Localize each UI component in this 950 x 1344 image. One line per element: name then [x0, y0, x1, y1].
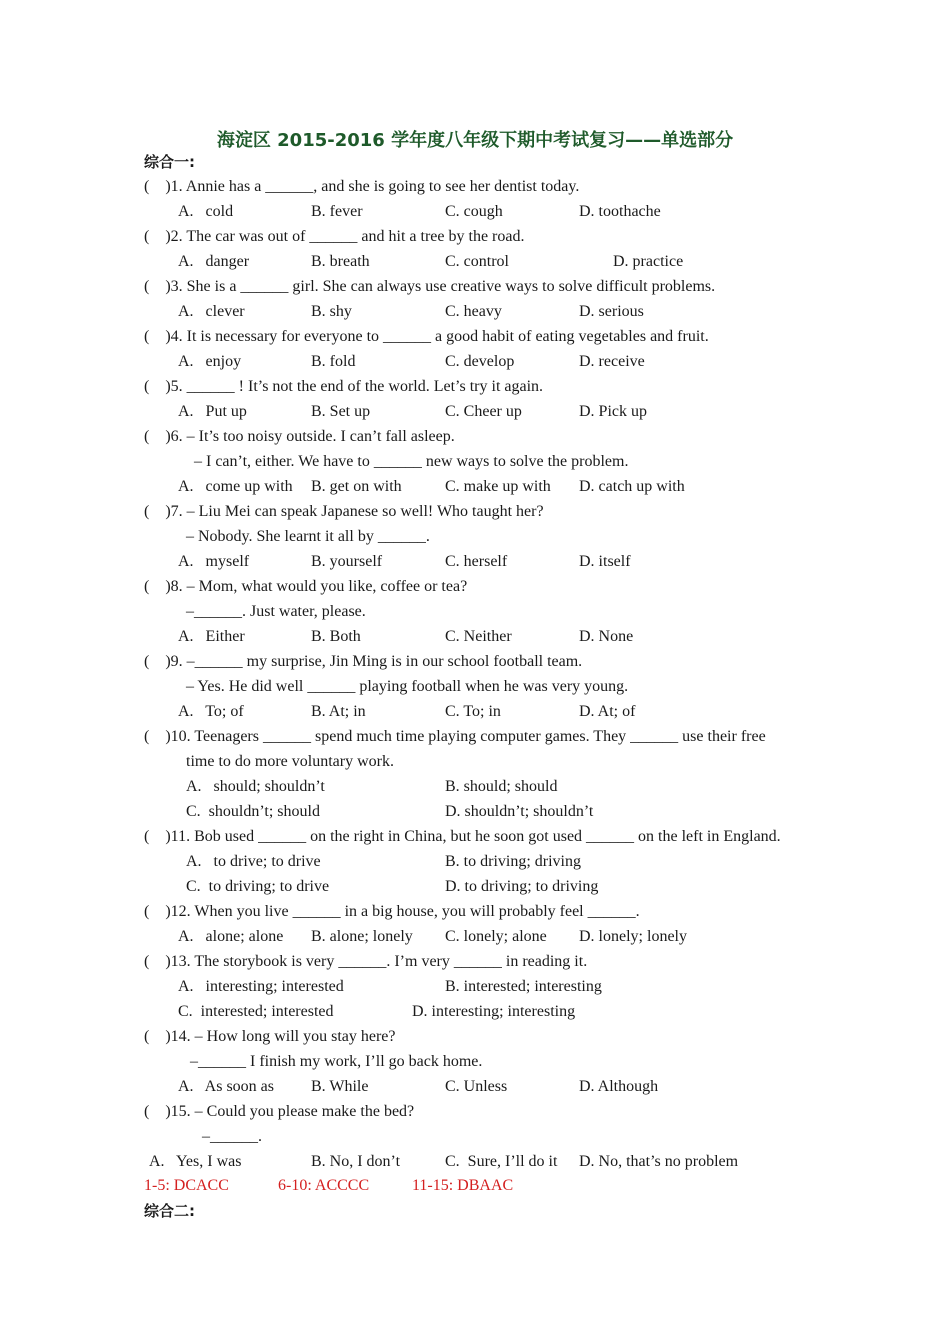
option-d: D. to driving; to driving: [445, 878, 599, 895]
option-b: B. fever: [311, 203, 363, 220]
option-a: A. To; of: [178, 703, 244, 720]
answer-key-6-10: 6-10: ACCCC: [278, 1177, 370, 1194]
option-a: A. cold: [178, 203, 234, 220]
option-a: A. should; shouldn’t: [186, 778, 325, 795]
option-b: B. yourself: [311, 553, 383, 570]
answer-key-11-15: 11-15: DBAAC: [412, 1177, 514, 1194]
option-c: C. heavy: [445, 303, 502, 320]
option-c: C. Cheer up: [445, 403, 522, 420]
option-c: C. Sure, I’ll do it: [445, 1153, 558, 1170]
option-b: B. Both: [311, 628, 361, 645]
option-b: B. should; should: [445, 778, 558, 795]
question-stem: ( )8. – Mom, what would you like, coffee or tea?: [144, 578, 468, 595]
option-c: C. shouldn’t; should: [186, 803, 320, 820]
option-d: D. shouldn’t; shouldn’t: [445, 803, 594, 820]
section-heading-1: 综合一:: [144, 153, 195, 171]
question-reply: – I can’t, either. We have to ______ new ways to solve the problem.: [194, 453, 629, 470]
question-stem: ( )1. Annie has a ______, and she is going to see her dentist today.: [144, 178, 580, 195]
option-d: D. itself: [579, 553, 631, 570]
option-b: B. While: [311, 1078, 369, 1095]
question-stem: ( )2. The car was out of ______ and hit a tree by the road.: [144, 228, 525, 245]
option-a: A. enjoy: [178, 353, 242, 370]
question-reply: –______ I finish my work, I’ll go back home.: [190, 1053, 483, 1070]
option-c: C. lonely; alone: [445, 928, 547, 945]
option-c: C. to driving; to drive: [186, 878, 330, 895]
option-b: B. breath: [311, 253, 370, 270]
option-d: D. lonely; lonely: [579, 928, 687, 945]
option-d: D. At; of: [579, 703, 636, 720]
question-reply: –______. Just water, please.: [186, 603, 366, 620]
option-d: D. None: [579, 628, 634, 645]
option-a: A. Put up: [178, 403, 247, 420]
option-a: A. come up with: [178, 478, 293, 495]
option-c: C. To; in: [445, 703, 501, 720]
question-stem: ( )7. – Liu Mei can speak Japanese so well! Who taught her?: [144, 503, 544, 520]
option-a: A. danger: [178, 253, 250, 270]
option-c: C. Neither: [445, 628, 512, 645]
option-b: B. At; in: [311, 703, 366, 720]
option-a: A. clever: [178, 303, 245, 320]
option-b: B. get on with: [311, 478, 402, 495]
option-c: C. control: [445, 253, 509, 270]
option-b: B. fold: [311, 353, 356, 370]
question-reply: – Yes. He did well ______ playing football when he was very young.: [186, 678, 629, 695]
option-c: C. make up with: [445, 478, 551, 495]
question-reply: – Nobody. She learnt it all by ______.: [186, 528, 430, 545]
question-stem: ( )11. Bob used ______ on the right in China, but he soon got used ______ on the left in England.: [144, 828, 781, 845]
option-a: A. interesting; interested: [178, 978, 344, 995]
option-b: B. Set up: [311, 403, 371, 420]
page-title: 海淀区 2015-2016 学年度八年级下期中考试复习——单选部分: [216, 130, 734, 151]
option-c: C. Unless: [445, 1078, 508, 1095]
option-b: B. No, I don’t: [311, 1153, 401, 1170]
option-d: D. No, that’s no problem: [579, 1153, 739, 1170]
option-c: C. develop: [445, 353, 515, 370]
option-b: B. interested; interesting: [445, 978, 602, 995]
option-a: A. alone; alone: [178, 928, 284, 945]
question-stem: ( )4. It is necessary for everyone to ______ a good habit of eating vegetables and fruit.: [144, 328, 709, 345]
option-a: A. Either: [178, 628, 245, 645]
option-b: B. shy: [311, 303, 352, 320]
option-a: A. As soon as: [178, 1078, 275, 1095]
option-d: D. serious: [579, 303, 644, 320]
question-stem: ( )6. – It’s too noisy outside. I can’t fall asleep.: [144, 428, 455, 445]
question-stem: ( )15. – Could you please make the bed?: [144, 1103, 415, 1120]
question-stem: ( )13. The storybook is very ______. I’m very ______ in reading it.: [144, 953, 588, 970]
option-a: A. to drive; to drive: [186, 853, 321, 870]
question-stem: ( )10. Teenagers ______ spend much time playing computer games. They ______ use their free: [144, 728, 766, 745]
option-d: D. Although: [579, 1078, 659, 1095]
option-d: D. practice: [613, 253, 684, 270]
question-reply: –______.: [202, 1128, 262, 1145]
option-d: D. receive: [579, 353, 645, 370]
option-d: D. interesting; interesting: [412, 1003, 576, 1020]
question-stem: ( )12. When you live ______ in a big house, you will probably feel ______.: [144, 903, 640, 920]
question-stem: ( )3. She is a ______ girl. She can always use creative ways to solve difficult problems.: [144, 278, 716, 295]
option-d: D. Pick up: [579, 403, 647, 420]
option-c: C. interested; interested: [178, 1003, 334, 1020]
option-b: B. alone; lonely: [311, 928, 413, 945]
answer-key-1-5: 1-5: DCACC: [144, 1177, 229, 1194]
option-b: B. to driving; driving: [445, 853, 581, 870]
option-a: A. myself: [178, 553, 250, 570]
section-heading-2: 综合二:: [144, 1202, 195, 1220]
option-a: A. Yes, I was: [149, 1153, 242, 1170]
option-c: C. cough: [445, 203, 503, 220]
question-stem: ( )14. – How long will you stay here?: [144, 1028, 396, 1045]
question-continuation: time to do more voluntary work.: [186, 753, 394, 770]
option-d: D. catch up with: [579, 478, 685, 495]
question-stem: ( )5. ______ ! It’s not the end of the world. Let’s try it again.: [144, 378, 544, 395]
question-stem: ( )9. –______ my surprise, Jin Ming is in our school football team.: [144, 653, 583, 670]
option-d: D. toothache: [579, 203, 661, 220]
option-c: C. herself: [445, 553, 508, 570]
